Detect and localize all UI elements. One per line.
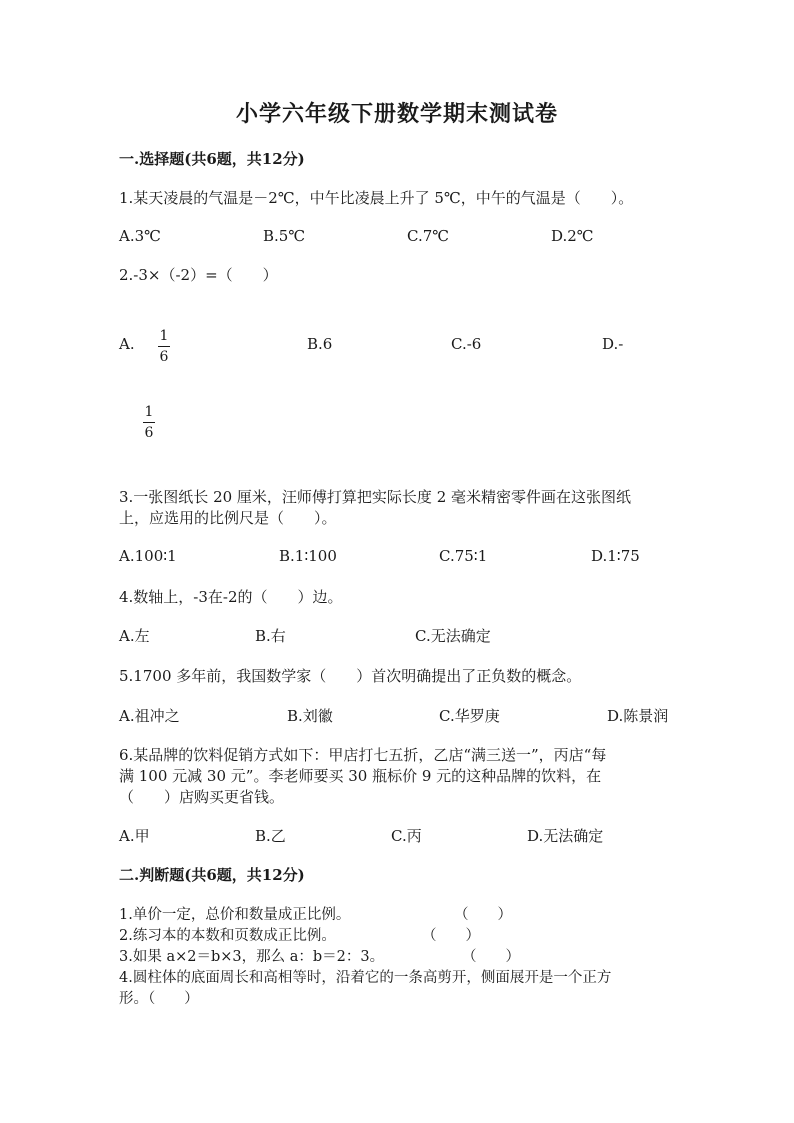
question-4-stem: 4.数轴上，-3在-2的（ ）边。 bbox=[119, 588, 343, 606]
question-2-option-a: A. bbox=[119, 335, 135, 353]
question-4-option-a: A.左 bbox=[119, 627, 150, 645]
fraction-numerator: 1 bbox=[159, 328, 169, 344]
judgement-item-3: 3.如果 a×2＝b×3，那么 a：b＝2：3。 bbox=[119, 949, 385, 965]
question-6-stem-line-2: 满 100 元减 30 元”。李老师要买 30 瓶标价 9 元的这种品牌的饮料，在 bbox=[119, 767, 602, 785]
question-3-option-c: C.75∶1 bbox=[439, 547, 488, 565]
question-1-stem: 1.某天凌晨的气温是－2℃，中午比凌晨上升了 5℃，中午的气温是（ ）。 bbox=[119, 189, 634, 207]
question-6-option-d: D.无法确定 bbox=[527, 827, 604, 845]
question-1-option-b: B.5℃ bbox=[263, 227, 306, 245]
judgement-item-4-line-1: 4.圆柱体的底面周长和高相等时，沿着它的一条高剪开，侧面展开是一个正方 bbox=[119, 970, 612, 986]
fraction-numerator: 1 bbox=[144, 404, 154, 420]
judgement-item-1-paren: （ ） bbox=[454, 907, 512, 923]
judgement-item-2: 2.练习本的本数和页数成正比例。 bbox=[119, 928, 336, 944]
question-2-option-d-fraction bbox=[143, 403, 155, 442]
question-2-option-c: C.-6 bbox=[451, 335, 482, 353]
question-4-option-c: C.无法确定 bbox=[415, 627, 491, 645]
page-title: 小学六年级下册数学期末测试卷 bbox=[235, 101, 558, 127]
question-5-option-a: A.祖冲之 bbox=[119, 707, 180, 725]
question-1-option-c: C.7℃ bbox=[407, 227, 450, 245]
question-2-option-b: B.6 bbox=[307, 335, 333, 353]
question-2-option-a-fraction bbox=[158, 327, 170, 366]
question-1-option-a: A.3℃ bbox=[119, 227, 161, 245]
question-3-stem-line-1: 3.一张图纸长 20 厘米，汪师傅打算把实际长度 2 毫米精密零件画在这张图纸 bbox=[119, 488, 632, 506]
question-5-option-c: C.华罗庚 bbox=[439, 707, 500, 725]
question-5-option-d: D.陈景润 bbox=[607, 707, 669, 725]
fraction-denominator: 6 bbox=[159, 349, 169, 365]
fraction-bar bbox=[143, 422, 155, 423]
question-5-option-b: B.刘徽 bbox=[287, 707, 333, 725]
judgement-item-1: 1.单价一定，总价和数量成正比例。 bbox=[119, 907, 351, 923]
judgement-item-2-paren: （ ） bbox=[422, 928, 480, 944]
question-6-option-a: A.甲 bbox=[119, 827, 150, 845]
section-heading-judgement: 二.判断题(共6题，共12分) bbox=[119, 866, 305, 884]
question-2-stem: 2.-3×（-2）=（ ） bbox=[119, 266, 278, 284]
question-5-stem: 5.1700 多年前，我国数学家（ ）首次明确提出了正负数的概念。 bbox=[119, 667, 582, 685]
question-2-option-d: D.- bbox=[602, 335, 624, 353]
question-3-option-a: A.100∶1 bbox=[119, 547, 177, 565]
question-3-stem-line-2: 上，应选用的比例尺是（ ）。 bbox=[119, 509, 337, 527]
question-3-option-b: B.1∶100 bbox=[279, 547, 337, 565]
question-3-option-d: D.1∶75 bbox=[591, 547, 640, 565]
judgement-item-4-line-2: 形。（ ） bbox=[119, 991, 199, 1007]
question-6-stem-line-3: （ ）店购买更省钱。 bbox=[119, 788, 285, 806]
question-1-option-d: D.2℃ bbox=[551, 227, 594, 245]
fraction-bar bbox=[158, 346, 170, 347]
question-6-option-b: B.乙 bbox=[255, 827, 286, 845]
question-6-option-c: C.丙 bbox=[391, 827, 422, 845]
question-4-option-b: B.右 bbox=[255, 627, 286, 645]
question-6-stem-line-1: 6.某品牌的饮料促销方式如下：甲店打七五折，乙店“满三送一”，丙店“每 bbox=[119, 746, 607, 764]
judgement-item-3-paren: （ ） bbox=[462, 949, 520, 965]
section-heading-choice: 一.选择题(共6题，共12分) bbox=[119, 150, 305, 168]
fraction-denominator: 6 bbox=[144, 425, 154, 441]
